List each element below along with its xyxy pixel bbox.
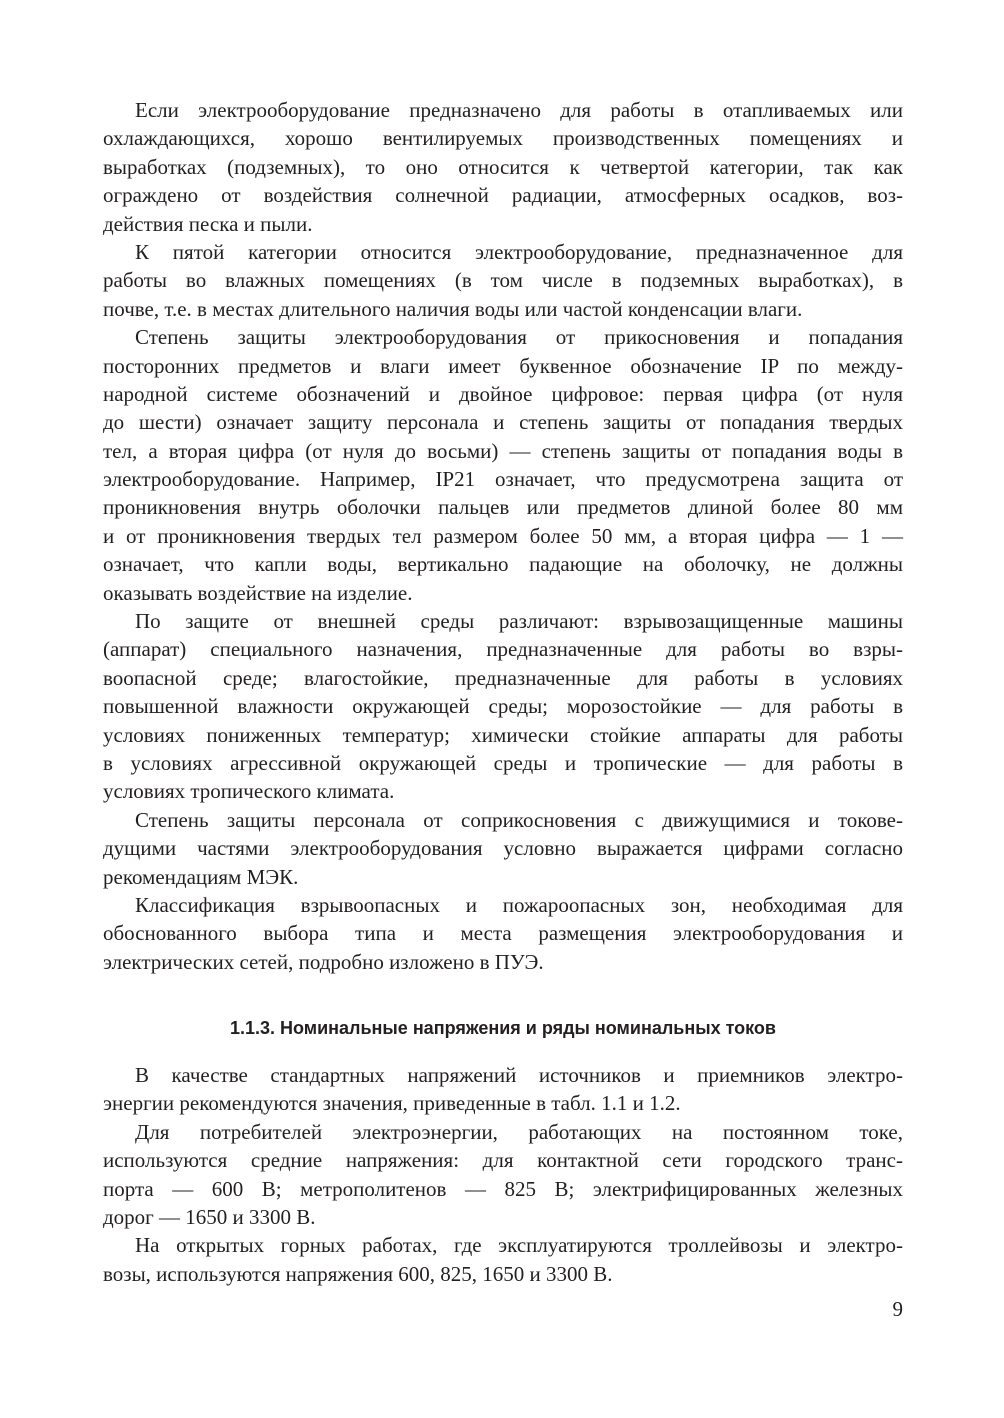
text-line: действия песка и пыли. — [103, 211, 313, 236]
text-line: электрических сетей, подробно изложено в ПУЭ. — [103, 949, 544, 974]
text-line: используются средние напряжения: для контактной сети городского транс- — [103, 1148, 903, 1173]
paragraph — [103, 1231, 903, 1288]
text-line: и от проникновения твердых тел размером более 50 мм, а вторая цифра — 1 — — [103, 523, 903, 548]
text-line: повышенной влажности окружающей среды; морозостойкие — для работы в — [103, 694, 903, 719]
text-line: до шести) означает защиту персонала и степень защиты от попадания твердых — [103, 410, 903, 435]
text-line: Для потребителей электроэнергии, работающих на постоянном токе, — [135, 1119, 903, 1144]
text-line: Степень защиты электрооборудования от прикосновения и попадания — [135, 325, 903, 350]
page-number: 9 — [892, 1297, 903, 1321]
body-text-after-heading — [103, 1061, 903, 1288]
text-line: посторонних предметов и влаги имеет буквенное обозначение IP по между- — [103, 353, 903, 378]
text-line: Если электрооборудование предназначено для работы в отапливаемых или — [135, 98, 903, 122]
text-line: рекомендациям МЭК. — [103, 864, 299, 889]
text-line: народной системе обозначений и двойное цифровое: первая цифра (от нуля — [103, 381, 903, 406]
text-line: На открытых горных работах, где эксплуатируются троллейвозы и электро- — [135, 1233, 903, 1258]
text-line: означает, что капли воды, вертикально падающие на оболочку, не должны — [103, 552, 903, 577]
text-line: условиях тропического климата. — [103, 779, 395, 804]
text-line: дущими частями электрооборудования условно выражается цифрами согласно — [103, 836, 903, 861]
text-line: энергии рекомендуются значения, приведенные в табл. 1.1 и 1.2. — [103, 1091, 681, 1116]
text-line: обоснованного выбора типа и места размещения электрооборудования и — [103, 921, 903, 946]
text-line: в условиях агрессивной окружающей среды и тропические — для работы в — [103, 750, 903, 775]
paragraph — [103, 323, 903, 607]
text-line: По защите от внешней среды различают: взрывозащищенные машины — [135, 609, 903, 634]
body-text-before-heading — [103, 96, 903, 976]
paragraph — [103, 1118, 903, 1232]
text-line: порта — 600 В; метрополитенов — 825 В; электрифицированных железных — [103, 1176, 903, 1201]
paragraph — [103, 96, 903, 238]
text-line: воопасной среде; влагостойкие, предназначенные для работы в условиях — [103, 665, 903, 690]
text-line: оказывать воздействие на изделие. — [103, 580, 413, 605]
text-line: К пятой категории относится электрооборудование, предназначенное для — [135, 239, 903, 264]
text-line: работы во влажных помещениях (в том числе в подземных выработках), в — [103, 268, 903, 293]
text-line: электрооборудование. Например, IP21 означает, что предусмотрена защита от — [103, 467, 903, 492]
text-line: Классификация взрывоопасных и пожароопасных зон, необходимая для — [135, 892, 903, 917]
text-line: В качестве стандартных напряжений источников и приемников электро- — [135, 1063, 903, 1087]
text-line: проникновения внутрь оболочки пальцев или предметов длиной более 80 мм — [103, 495, 903, 520]
paragraph — [103, 607, 903, 806]
text-line: (аппарат) специального назначения, предназначенные для работы во взры- — [103, 637, 903, 662]
text-line: почве, т.е. в местах длительного наличия воды или частой конденсации влаги. — [103, 296, 803, 321]
text-line: охлаждающихся, хорошо вентилируемых производственных помещениях и — [103, 126, 903, 151]
text-line: условиях пониженных температур; химически стойкие аппараты для работы — [103, 722, 903, 747]
text-line: тел, а вторая цифра (от нуля до восьми) — степень защиты от попадания воды в — [103, 438, 903, 463]
text-line: возы, используются напряжения 600, 825, 1650 и 3300 В. — [103, 1261, 613, 1286]
paragraph — [103, 806, 903, 891]
text-line: выработках (подземных), то оно относится к четвертой категории, так как — [103, 154, 903, 179]
text-line: дорог — 1650 и 3300 В. — [103, 1204, 316, 1229]
paragraph — [103, 891, 903, 976]
text-line: ограждено от воздействия солнечной радиации, атмосферных осадков, воз- — [103, 183, 903, 208]
section-heading: 1.1.3. Номинальные напряжения и ряды номинальных токов — [230, 1018, 776, 1038]
paragraph — [103, 1061, 903, 1118]
text-line: Степень защиты персонала от соприкосновения с движущимися и токове- — [135, 807, 903, 832]
paragraph — [103, 238, 903, 323]
